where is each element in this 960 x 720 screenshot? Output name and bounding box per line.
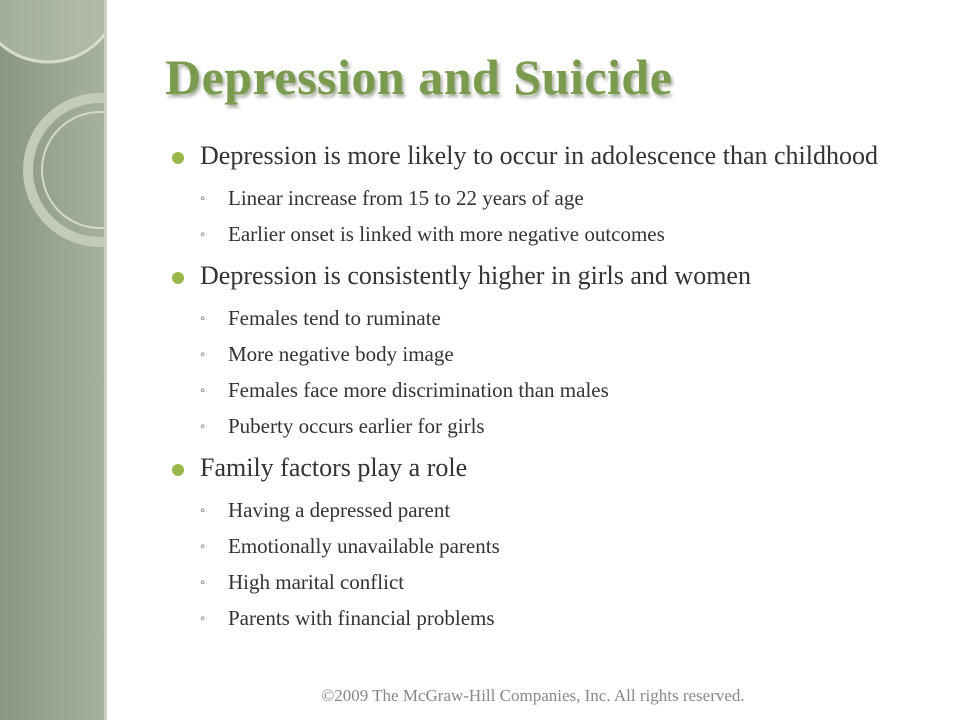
bullet-point [170,452,930,483]
bullet-text: Depression is consistently higher in girls and women [200,261,751,290]
decorative-circles [0,0,106,260]
sub-bullet-text: More negative body image [228,342,454,366]
bullet-point [170,260,930,291]
sub-bullet-text: High marital conflict [228,570,405,594]
sub-bullet [170,570,930,595]
sub-bullet-icon: ◦ [200,611,206,627]
sub-bullet-text: Females tend to ruminate [228,306,441,330]
sub-bullet-text: Puberty occurs earlier for girls [228,414,485,438]
bullet-text: Depression is more likely to occur in adolescence than childhood [200,141,878,170]
sub-bullet-icon: ◦ [200,539,206,555]
sub-bullet [170,222,930,247]
bullet-text: Family factors play a role [200,453,468,482]
sub-bullet-text: Parents with financial problems [228,606,495,630]
sub-bullet [170,342,930,367]
sub-bullet-text: Having a depressed parent [228,498,451,522]
sub-bullet-icon: ◦ [200,227,206,243]
sub-bullet-icon: ◦ [200,383,206,399]
sub-bullet-icon: ◦ [200,575,206,591]
sub-bullet-text: Linear increase from 15 to 22 years of age [228,186,584,210]
sub-bullet [170,186,930,211]
sub-bullet-icon: ◦ [200,347,206,363]
sub-bullet [170,498,930,523]
bullet-point [170,140,930,171]
sub-bullet-icon: ◦ [200,419,206,435]
bullet-icon [172,152,184,164]
decorative-sidebar [0,0,106,720]
sub-bullet-text: Earlier onset is linked with more negative outcomes [228,222,665,246]
slide-title: Depression and Suicide [165,49,673,105]
sub-bullet [170,306,930,331]
bullet-icon [172,272,184,284]
copyright-footer: ©2009 The McGraw-Hill Companies, Inc. All rights reserved. [321,686,745,705]
sub-bullet-icon: ◦ [200,311,206,327]
sub-bullet-icon: ◦ [200,191,206,207]
sub-bullet [170,414,930,439]
sub-bullet-text: Females face more discrimination than males [228,378,609,402]
bullet-icon [172,464,184,476]
sub-bullet [170,378,930,403]
sub-bullet [170,534,930,559]
sub-bullet-icon: ◦ [200,503,206,519]
sub-bullet-text: Emotionally unavailable parents [228,534,500,558]
sidebar-divider [104,0,107,720]
slide-content [170,140,930,631]
sub-bullet [170,606,930,631]
